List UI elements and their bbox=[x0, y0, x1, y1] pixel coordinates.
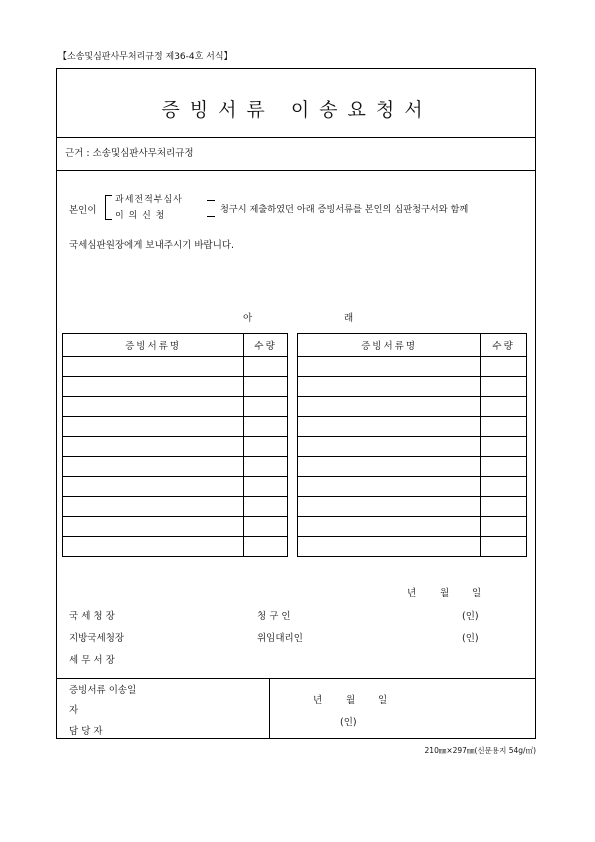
table-row bbox=[298, 517, 527, 537]
document-name-cell[interactable] bbox=[63, 457, 244, 477]
quantity-cell[interactable] bbox=[244, 537, 288, 557]
quantity-cell[interactable] bbox=[244, 497, 288, 517]
quantity-cell[interactable] bbox=[244, 457, 288, 477]
quantity-cell[interactable] bbox=[481, 397, 527, 417]
document-name-cell[interactable] bbox=[63, 497, 244, 517]
officer-label: 담 당 자 bbox=[69, 726, 103, 737]
legal-basis: 근거 : 소송및심판사무처리규정 bbox=[65, 148, 194, 159]
table-row bbox=[298, 477, 527, 497]
document-name-cell[interactable] bbox=[298, 537, 481, 557]
table-row bbox=[63, 417, 288, 437]
document-name-cell[interactable] bbox=[298, 417, 481, 437]
officer-seal: (인) bbox=[340, 717, 357, 728]
option-objection: 이 의 신 청 bbox=[115, 211, 166, 221]
document-name-cell[interactable] bbox=[63, 377, 244, 397]
recipient-regional: 지방국세청장 bbox=[69, 633, 125, 644]
transfer-month: 월 bbox=[346, 695, 356, 706]
transfer-day: 일 bbox=[378, 695, 388, 706]
quantity-cell[interactable] bbox=[244, 377, 288, 397]
document-name-cell[interactable] bbox=[298, 477, 481, 497]
table-row bbox=[63, 377, 288, 397]
table-row bbox=[63, 357, 288, 377]
column-header-quantity: 수량 bbox=[481, 334, 527, 357]
quantity-cell[interactable] bbox=[244, 477, 288, 497]
document-name-cell[interactable] bbox=[63, 357, 244, 377]
delegate-seal: (인) bbox=[462, 633, 479, 644]
quantity-cell[interactable] bbox=[481, 377, 527, 397]
quantity-cell[interactable] bbox=[481, 497, 527, 517]
claimant-label: 청 구 인 bbox=[257, 611, 291, 622]
document-name-cell[interactable] bbox=[63, 477, 244, 497]
table-row bbox=[63, 537, 288, 557]
table-row bbox=[63, 437, 288, 457]
date-year: 년 bbox=[407, 588, 417, 599]
below-label: 래 bbox=[344, 313, 354, 324]
form-title: 증빙서류 이송요청서 bbox=[161, 99, 433, 121]
quantity-cell[interactable] bbox=[244, 517, 288, 537]
table-row bbox=[298, 497, 527, 517]
quantity-cell[interactable] bbox=[244, 397, 288, 417]
date-day: 일 bbox=[472, 588, 482, 599]
divider bbox=[57, 170, 535, 171]
quantity-cell[interactable] bbox=[481, 417, 527, 437]
quantity-cell[interactable] bbox=[481, 437, 527, 457]
table-row bbox=[298, 537, 527, 557]
table-row bbox=[298, 457, 527, 477]
column-header-document-name: 증빙서류명 bbox=[63, 334, 244, 357]
bracket-tick bbox=[207, 200, 215, 201]
recipient-district: 세 무 서 장 bbox=[69, 655, 115, 666]
document-name-cell[interactable] bbox=[63, 417, 244, 437]
below-label: 아 bbox=[243, 313, 253, 324]
transfer-date-label: 증빙서류 이송일 bbox=[69, 685, 137, 696]
request-text-line1: 청구시 제출하였던 아래 증빙서류를 본인의 심판청구서와 함께 bbox=[220, 204, 469, 215]
table-row bbox=[298, 397, 527, 417]
column-header-document-name: 증빙서류명 bbox=[298, 334, 481, 357]
quantity-cell[interactable] bbox=[481, 477, 527, 497]
quantity-cell[interactable] bbox=[481, 357, 527, 377]
document-name-cell[interactable] bbox=[298, 517, 481, 537]
divider bbox=[57, 137, 535, 138]
form-box bbox=[56, 68, 536, 739]
quantity-cell[interactable] bbox=[481, 537, 527, 557]
request-text-line2: 국세심판원장에게 보내주시기 바랍니다. bbox=[69, 240, 235, 251]
column-header-quantity: 수량 bbox=[244, 334, 288, 357]
paper-spec: 210㎜×297㎜(신문용지 54g/㎡) bbox=[424, 746, 536, 755]
document-name-cell[interactable] bbox=[63, 397, 244, 417]
recipient-nts: 국 세 청 장 bbox=[69, 611, 115, 622]
option-pre-review: 과세전적부심사 bbox=[115, 195, 183, 205]
request-prefix: 본인이 bbox=[69, 205, 97, 216]
transfer-date-label-2: 자 bbox=[69, 705, 79, 716]
bracket-tick bbox=[207, 216, 215, 217]
table-row bbox=[298, 417, 527, 437]
left-bracket bbox=[105, 195, 112, 220]
quantity-cell[interactable] bbox=[244, 417, 288, 437]
table-row bbox=[63, 457, 288, 477]
quantity-cell[interactable] bbox=[481, 457, 527, 477]
form-number-note: 【소송및심판사무처리규정 제36-4호 서식】 bbox=[58, 52, 233, 62]
quantity-cell[interactable] bbox=[244, 437, 288, 457]
document-name-cell[interactable] bbox=[298, 457, 481, 477]
document-name-cell[interactable] bbox=[298, 497, 481, 517]
table-row bbox=[63, 477, 288, 497]
table-row bbox=[298, 437, 527, 457]
quantity-cell[interactable] bbox=[244, 357, 288, 377]
document-name-cell[interactable] bbox=[63, 437, 244, 457]
delegate-label: 위임대리인 bbox=[257, 633, 303, 644]
document-name-cell[interactable] bbox=[63, 537, 244, 557]
table-row bbox=[63, 397, 288, 417]
document-name-cell[interactable] bbox=[298, 357, 481, 377]
quantity-cell[interactable] bbox=[481, 517, 527, 537]
document-name-cell[interactable] bbox=[298, 397, 481, 417]
evidence-table-right bbox=[297, 333, 527, 557]
evidence-table-left bbox=[62, 333, 288, 557]
document-name-cell[interactable] bbox=[298, 437, 481, 457]
table-row bbox=[63, 497, 288, 517]
date-month: 월 bbox=[440, 588, 450, 599]
table-row bbox=[298, 357, 527, 377]
transfer-year: 년 bbox=[313, 695, 323, 706]
document-name-cell[interactable] bbox=[63, 517, 244, 537]
document-name-cell[interactable] bbox=[298, 377, 481, 397]
table-row bbox=[298, 377, 527, 397]
table-row bbox=[63, 517, 288, 537]
claimant-seal: (인) bbox=[462, 611, 479, 622]
